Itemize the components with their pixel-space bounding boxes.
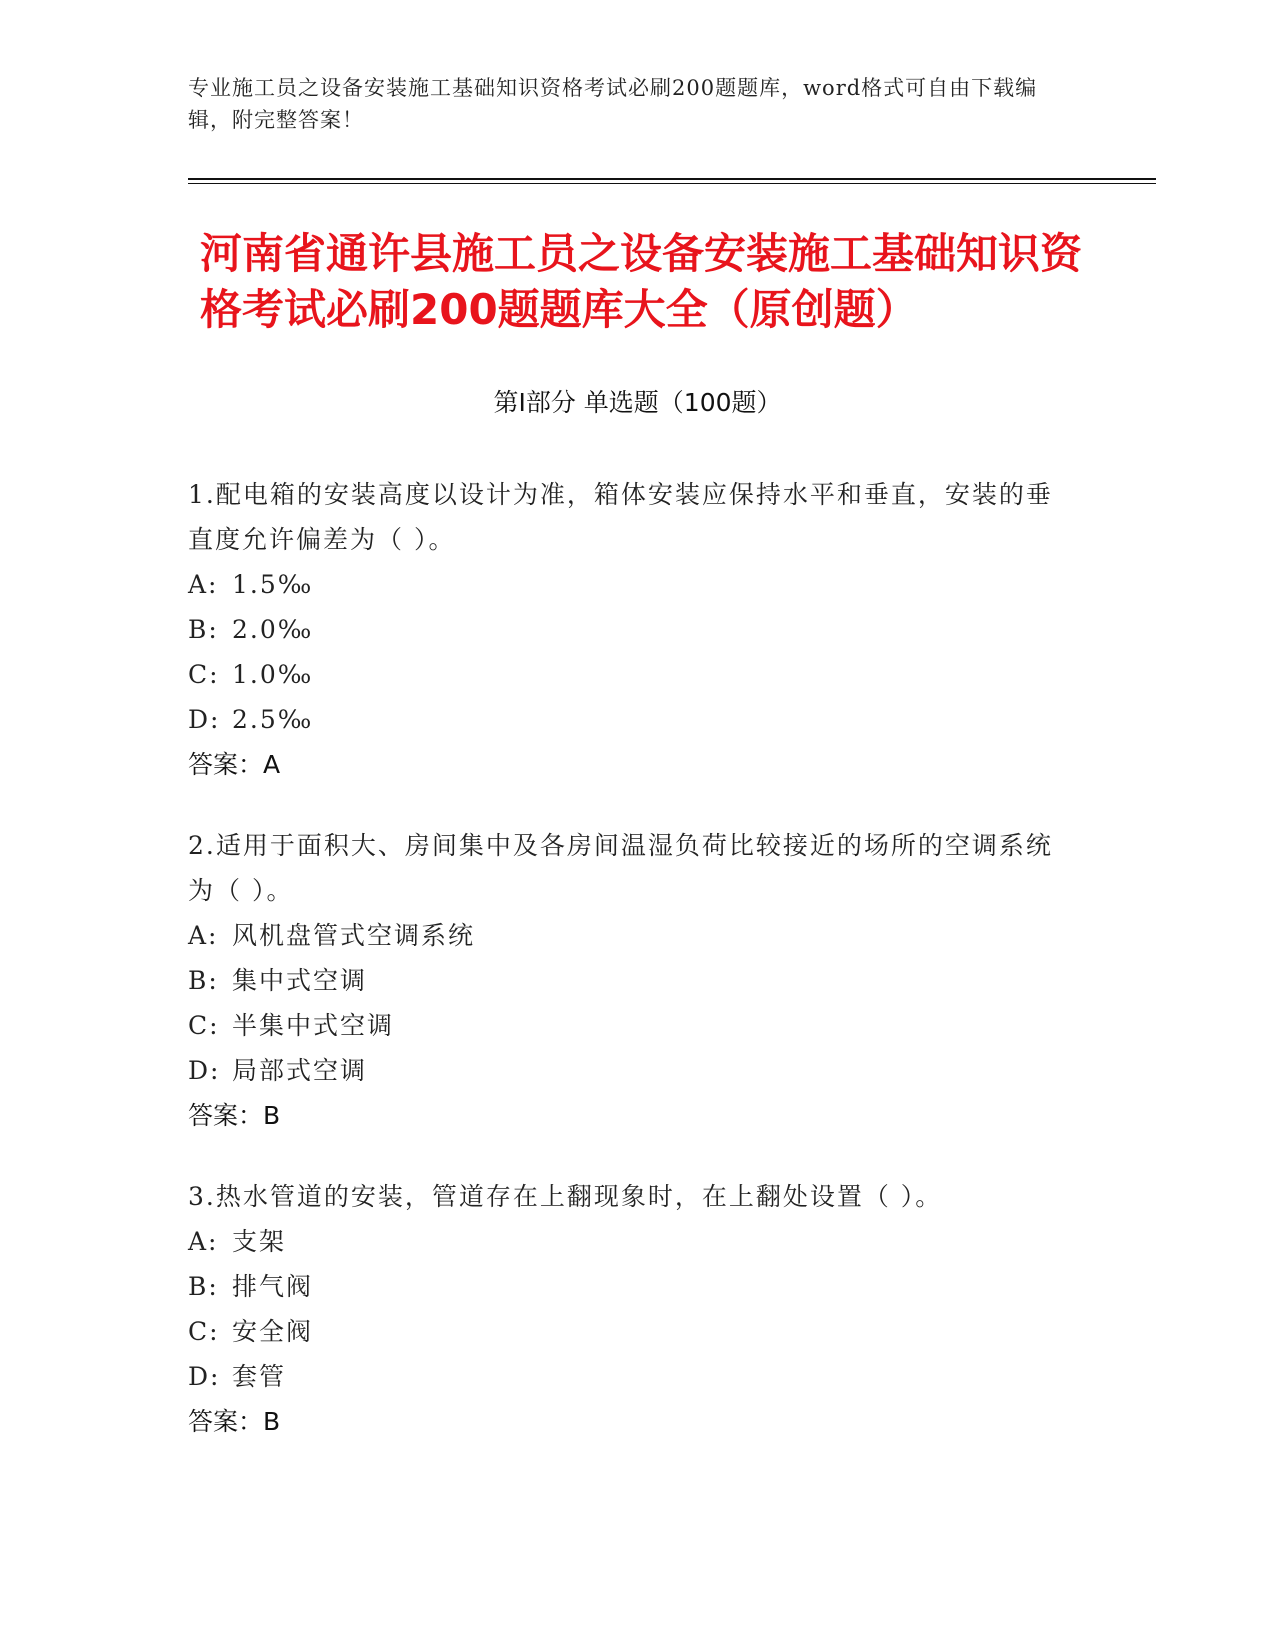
question-1 bbox=[188, 472, 1068, 787]
option-b bbox=[188, 958, 1068, 1003]
header-note: 专业施工员之设备安装施工基础知识资格考试必刷200题题库，word格式可自由下载编辑，附完整答案！ bbox=[188, 76, 1038, 132]
answer-line: 答案：A bbox=[188, 750, 281, 779]
answer-line: 答案：B bbox=[188, 1407, 281, 1436]
header-divider-thin bbox=[188, 183, 1156, 184]
question-stem: 1.配电箱的安装高度以设计为准，箱体安装应保持水平和垂直，安装的垂直度允许偏差为（ ）。 bbox=[188, 480, 1053, 554]
option-letter: D: bbox=[188, 1056, 221, 1085]
option-letter: C: bbox=[188, 1011, 220, 1040]
option-text: 局部式空调 bbox=[232, 1056, 368, 1085]
option-text: 支架 bbox=[232, 1227, 287, 1256]
option-letter: C: bbox=[188, 660, 220, 689]
question-stem: 2.适用于面积大、房间集中及各房间温湿负荷比较接近的场所的空调系统为（ ）。 bbox=[188, 831, 1053, 905]
option-b bbox=[188, 1264, 1068, 1309]
option-text: 排气阀 bbox=[232, 1272, 314, 1301]
option-text: 1.0‰ bbox=[232, 660, 314, 689]
option-a bbox=[188, 562, 1068, 607]
option-d bbox=[188, 697, 1068, 742]
option-letter: B: bbox=[188, 1272, 219, 1301]
option-letter: C: bbox=[188, 1317, 220, 1346]
question-list bbox=[188, 472, 1068, 1480]
option-b bbox=[188, 607, 1068, 652]
option-a bbox=[188, 1219, 1068, 1264]
option-d bbox=[188, 1354, 1068, 1399]
option-text: 1.5‰ bbox=[232, 570, 314, 599]
option-c bbox=[188, 1309, 1068, 1354]
option-c bbox=[188, 1003, 1068, 1048]
question-2 bbox=[188, 823, 1068, 1138]
option-letter: A: bbox=[188, 921, 219, 950]
question-stem: 3.热水管道的安装，管道存在上翻现象时，在上翻处设置（ ）。 bbox=[188, 1182, 943, 1211]
answer-line: 答案：B bbox=[188, 1101, 281, 1130]
option-text: 2.0‰ bbox=[232, 615, 314, 644]
document-title: 河南省通许县施工员之设备安装施工基础知识资格考试必刷200题题库大全（原创题） bbox=[200, 229, 1083, 334]
section-heading: 第Ⅰ部分 单选题（100题） bbox=[493, 388, 782, 417]
option-letter: A: bbox=[188, 570, 219, 599]
option-text: 安全阀 bbox=[232, 1317, 314, 1346]
option-text: 半集中式空调 bbox=[232, 1011, 395, 1040]
option-text: 风机盘管式空调系统 bbox=[232, 921, 476, 950]
header-divider-thick bbox=[188, 178, 1156, 180]
option-a bbox=[188, 913, 1068, 958]
option-text: 2.5‰ bbox=[232, 705, 314, 734]
option-text: 集中式空调 bbox=[232, 966, 368, 995]
option-d bbox=[188, 1048, 1068, 1093]
option-letter: B: bbox=[188, 966, 219, 995]
option-letter: B: bbox=[188, 615, 219, 644]
option-c bbox=[188, 652, 1068, 697]
option-letter: D: bbox=[188, 705, 221, 734]
question-3 bbox=[188, 1174, 1068, 1444]
option-letter: D: bbox=[188, 1362, 221, 1391]
option-letter: A: bbox=[188, 1227, 219, 1256]
option-text: 套管 bbox=[232, 1362, 287, 1391]
